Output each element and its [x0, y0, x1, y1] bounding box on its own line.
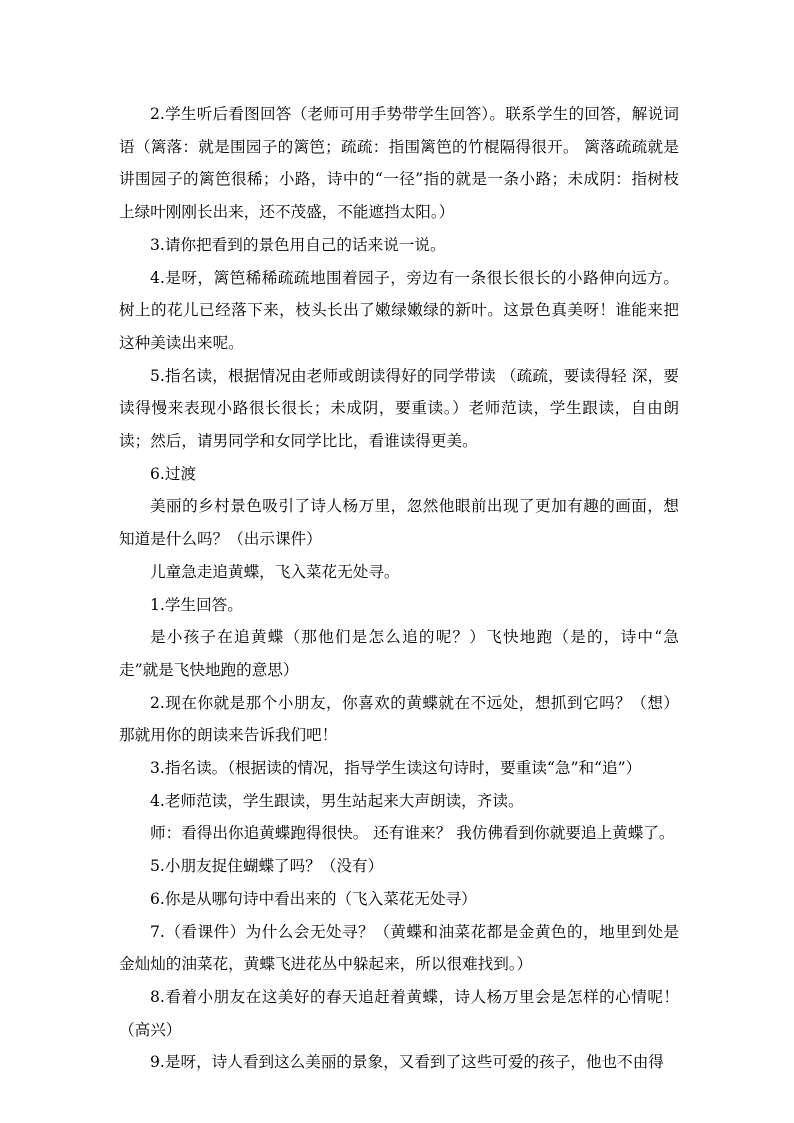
paragraph-item-6: 6.你是从哪句诗中看出来的（飞入菜花无处寻）: [150, 889, 477, 908]
paragraph-item-8: 8.看着小朋友在这美好的春天追赶着黄蝶，诗人杨万里会是怎样的心情呢！（高兴）: [119, 987, 679, 1039]
paragraph-item-5: 5.小朋友捉住蝴蝶了吗？（没有）: [150, 857, 384, 876]
paragraph-step-5-reading: 5.指名读，根据情况由老师或朗读得好的同学带读 （疏疏，要读得轻 深，要读得慢来表现小路很长很长；未成阴，要重读。）老师范读，学生跟读，自由朗读；然后，请男同学和女同学比比，看谁读得更美。: [119, 366, 679, 451]
paragraph-transition-text: 美丽的乡村景色吸引了诗人杨万里，忽然他眼前出现了更加有趣的画面，想知道是什么吗？（出示课件）: [119, 497, 679, 549]
paragraph-step-3-describe-scene: 3.请你把看到的景色用自己的话来说一说。: [150, 235, 446, 254]
paragraph-item-3: 3.指名读。（根据读的情况，指导学生读这句诗时，要重读“急”和“追”）: [150, 759, 642, 778]
paragraph-item-9: 9.是呀，诗人看到这么美丽的景象，又看到了这些可爱的孩子，他也不由得: [150, 1053, 664, 1072]
paragraph-poem-line: 儿童急走追黄蝶，飞入菜花无处寻。: [150, 562, 400, 581]
paragraph-item-7: 7.（看课件）为什么会无处寻？（黄蝶和油菜花都是金黄色的，地里到处是金灿灿的油菜花，黄蝶飞进花丛中躲起来，所以很难找到。）: [119, 922, 679, 974]
paragraph-item-1-answer: 是小孩子在追黄蝶（那他们是怎么追的呢？）飞快地跑（是的，诗中“急走”就是飞快地跑的意思）: [119, 628, 679, 679]
paragraph-teacher-remark: 师：看得出你追黄蝶跑得很快。 还有谁来？ 我仿佛看到你就要追上黄蝶了。: [150, 824, 675, 843]
paragraph-item-1: 1.学生回答。: [150, 595, 243, 614]
paragraph-item-2: 2.现在你就是那个小朋友，你喜欢的黄蝶就在不远处，想抓到它吗？（想）那就用你的朗读来告诉我们吧！: [119, 693, 679, 745]
document-body: [119, 98, 679, 1079]
paragraph-item-4: 4.老师范读，学生跟读，男生站起来大声朗读，齐读。: [150, 791, 524, 810]
paragraph-step-2-explain-words: 2.学生听后看图回答（老师可用手势带学生回答）。联系学生的回答，解说词语（篱落：就是围园子的篱笆；疏疏：指围篱笆的竹棍隔得很开。 篱落疏疏就是讲围园子的篱笆很稀；小路，诗中的“一径”指的就是一条小路；未成阴：指树枝上绿叶刚刚长出来，还不茂盛，不能遮挡太阳。）: [119, 105, 679, 222]
paragraph-step-6-transition: 6.过渡: [150, 464, 197, 483]
paragraph-step-4-scene-summary: 4.是呀，篱笆稀稀疏疏地围着园子，旁边有一条很长很长的小路伸向远方。树上的花儿已经落下来，枝头长出了嫩绿嫩绿的新叶。这景色真美呀！谁能来把这种美读出来呢。: [119, 268, 679, 352]
